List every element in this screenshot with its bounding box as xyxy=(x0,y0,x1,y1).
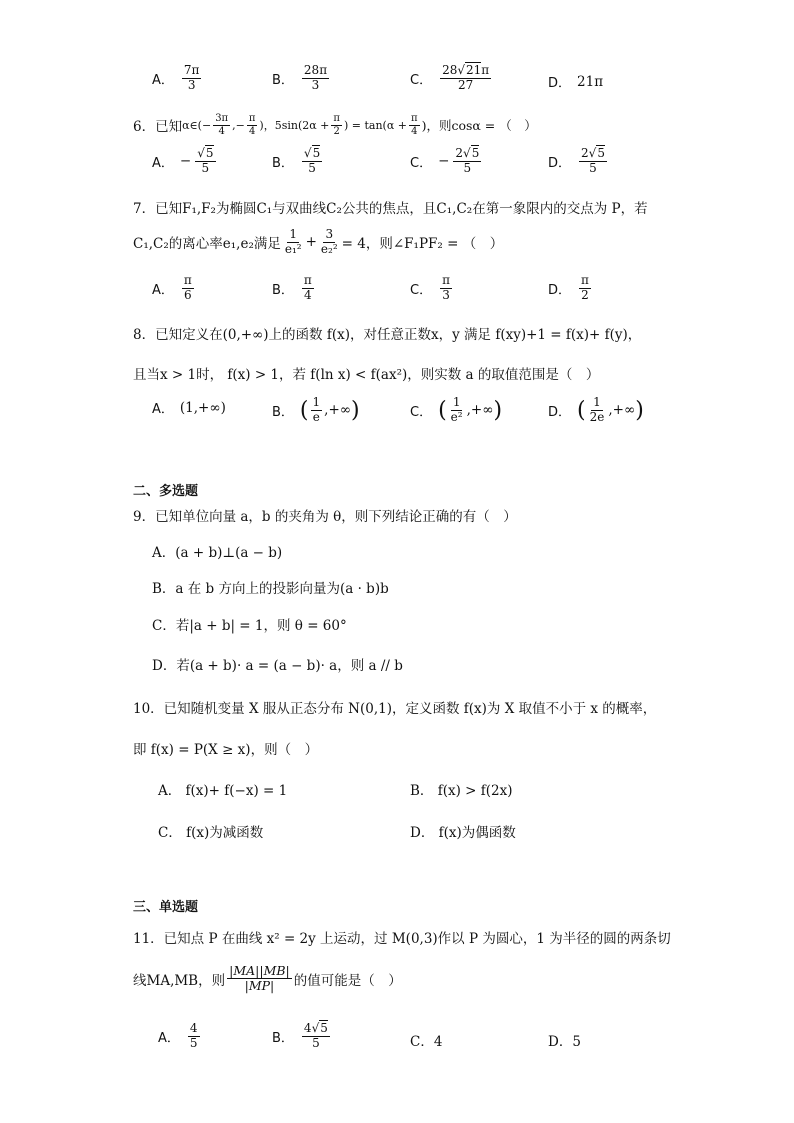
q7-option-d[interactable]: D． $\frac{\pi}{2}$ xyxy=(548,273,589,302)
q9-option-b[interactable]: B．a 在 b 方向上的投影向量为(a · b)b xyxy=(152,581,389,597)
q8-option-a[interactable]: A． (1,+∞) xyxy=(152,399,226,417)
q10-option-b[interactable]: B． f(x) > f(2x) xyxy=(410,783,513,799)
q8-option-b[interactable]: B． ( $\frac{1}{e}$ ,+∞ ) xyxy=(272,395,360,424)
q5-option-c[interactable]: C． $\frac{28√21\pi}{27}$ xyxy=(410,63,490,92)
q7-line2: C₁,C₂的离心率e₁,e₂满足 $\frac{1}{\text{e₁²}}$ + $\frac{3}{\text{e₂²}}$ = 4，则∠F₁PF₂ = （ ） xyxy=(133,227,504,256)
q6-option-c[interactable]: C． − $\frac{2√5}{5}$ xyxy=(410,146,480,175)
q8-option-d[interactable]: D． ( $\frac{1}{2e}$ ,+∞ ) xyxy=(548,395,644,424)
q10-line1: 10．已知随机变量 X 服从正态分布 N(0,1)，定义函数 f(x)为 X 取值不小于 x 的概率， xyxy=(133,701,657,717)
q11-line2: 线MA,MB，则 $\frac{|MA||MB|}{|MP|}$ 的值可能是（ ） xyxy=(133,963,402,994)
q7-option-b[interactable]: B． $\frac{\pi}{4}$ xyxy=(272,273,312,302)
q7-option-c[interactable]: C． $\frac{\pi}{3}$ xyxy=(410,273,450,302)
q11-option-d[interactable]: D．5 xyxy=(548,1034,581,1050)
q9-option-c[interactable]: C．若|a + b| = 1，则 θ = 60° xyxy=(152,618,347,634)
q9-option-d[interactable]: D．若(a + b)· a = (a − b)· a，则 a // b xyxy=(152,658,403,674)
q5-option-d[interactable]: D． 21π xyxy=(548,73,604,91)
q9-stem: 9．已知单位向量 a，b 的夹角为 θ，则下列结论正确的有（ ） xyxy=(133,509,517,525)
q6-stem: 6．已知 α∈(− $\frac{3\pi}{4}$ ,− $\frac{\pi}{4}$ )，5sin(2α + $\frac{\pi}{2}$ ) = tan(α + $\frac{\pi}{4}$ )，则cosα = （ ） xyxy=(133,113,537,137)
q11-line1: 11．已知点 P 在曲线 x² = 2y 上运动，过 M(0,3)作以 P 为圆心，1 为半径的圆的两条切 xyxy=(133,931,671,947)
q6-option-b[interactable]: B． $\frac{√5}{5}$ xyxy=(272,146,321,175)
q8-line1: 8．已知定义在(0,+∞)上的函数 f(x)，对任意正数x，y 满足 f(xy)+1 = f(x)+ f(y)， xyxy=(133,327,642,343)
q11-option-a[interactable]: A． $\frac{4}{5}$ xyxy=(158,1021,198,1050)
q8-line2: 且当x > 1时， f(x) > 1，若 f(ln x) < f(ax²)，则实数 a 的取值范围是（ ） xyxy=(133,367,600,383)
q6-option-a[interactable]: A． − $\frac{√5}{5}$ xyxy=(152,146,214,175)
q5-option-b[interactable]: B． $\frac{28\pi}{3}$ xyxy=(272,63,328,92)
q7-option-a[interactable]: A． $\frac{\pi}{6}$ xyxy=(152,273,192,302)
section-heading-single: 三、单选题 xyxy=(133,900,199,915)
q11-option-c[interactable]: C．4 xyxy=(410,1034,443,1050)
q11-option-b[interactable]: B． $\frac{4√5}{5}$ xyxy=(272,1021,328,1050)
q8-option-c[interactable]: C． ( $\frac{1}{\text{e²}}$ ,+∞ ) xyxy=(410,395,503,424)
q5-option-a[interactable]: A． $\frac{7\pi}{3}$ xyxy=(152,63,200,92)
q7-line1: 7．已知F₁,F₂为椭圆C₁与双曲线C₂公共的焦点，且C₁,C₂在第一象限内的交点为 P，若 xyxy=(133,201,648,217)
q6-option-d[interactable]: D． $\frac{2√5}{5}$ xyxy=(548,146,605,175)
q10-option-d[interactable]: D． f(x)为偶函数 xyxy=(410,825,516,841)
q9-option-a[interactable]: A．(a + b)⊥(a − b) xyxy=(152,545,283,561)
section-heading-multi: 二、多选题 xyxy=(133,484,199,499)
q10-option-a[interactable]: A． f(x)+ f(−x) = 1 xyxy=(158,783,288,799)
q10-option-c[interactable]: C． f(x)为减函数 xyxy=(158,825,264,841)
q10-line2: 即 f(x) = P(X ≥ x)，则（ ） xyxy=(133,742,319,758)
